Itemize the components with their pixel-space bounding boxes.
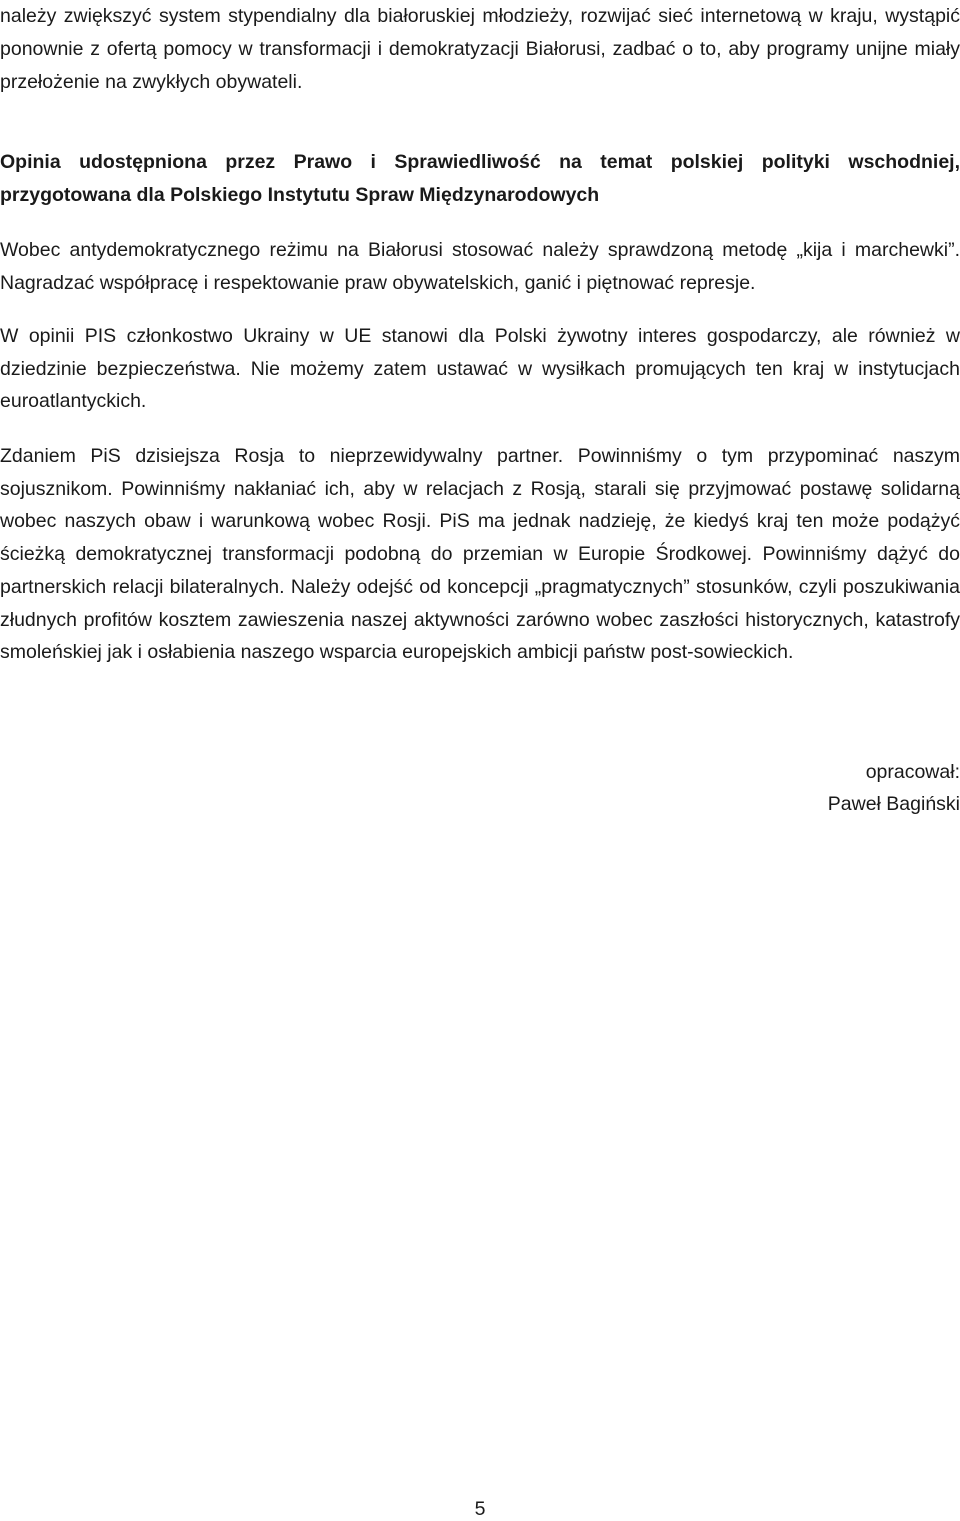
paragraph-russia: Zdaniem PiS dzisiejsza Rosja to nieprzewidywalny partner. Powinniśmy o tym przypominać naszym sojusznikom. Powinniśmy nakłaniać ich, aby w relacjach z Rosją, starali się przyjmować postawę solidarną wobec naszych obaw i warunkową wobec Rosji. PiS ma jednak nadzieję, że kiedyś kraj ten może podążyć ścieżką demokratycznej transformacji podobną do przemian w Europie Środkowej. Powinniśmy dążyć do partnerskich relacji bilateralnych. Należy odejść od koncepcji „pragmatycznych” stosunków, czyli poszukiwania złudnych profitów kosztem zawieszenia naszej aktywności zarówno wobec zaszłości historycznych, katastrofy smoleńskiej jak i osłabienia naszego wsparcia europejskich ambicji państw post-sowieckich.	[0, 445, 960, 664]
signature-block	[828, 756, 960, 820]
intro-paragraph: należy zwiększyć system stypendialny dla białoruskiej młodzieży, rozwijać sieć internetową w kraju, wystąpić ponownie z ofertą pomocy w transformacji i demokratyzacji Białorusi, zadbać o to, aby programy unijne miały przełożenie na zwykłych obywateli.	[0, 5, 960, 93]
paragraph-ukraine: W opinii PIS członkostwo Ukrainy w UE stanowi dla Polski żywotny interes gospodarczy, ale również w dziedzinie bezpieczeństwa. Nie możemy zatem ustawać w wysiłkach promujących ten kraj w instytucjach euroatlantyckich.	[0, 325, 960, 413]
page-number: 5	[474, 1498, 486, 1520]
signature-author: Paweł Bagiński	[827, 793, 960, 815]
signature-label: opracował:	[865, 761, 960, 783]
section-heading: Opinia udostępniona przez Prawo i Sprawiedliwość na temat polskiej polityki wschodniej, przygotowana dla Polskiego Instytutu Spraw Międzynarodowych	[0, 151, 960, 206]
paragraph-belarus: Wobec antydemokratycznego reżimu na Białorusi stosować należy sprawdzoną metodę „kija i marchewki”. Nagradzać współpracę i respektowanie praw obywatelskich, ganić i piętnować represje.	[0, 239, 960, 294]
